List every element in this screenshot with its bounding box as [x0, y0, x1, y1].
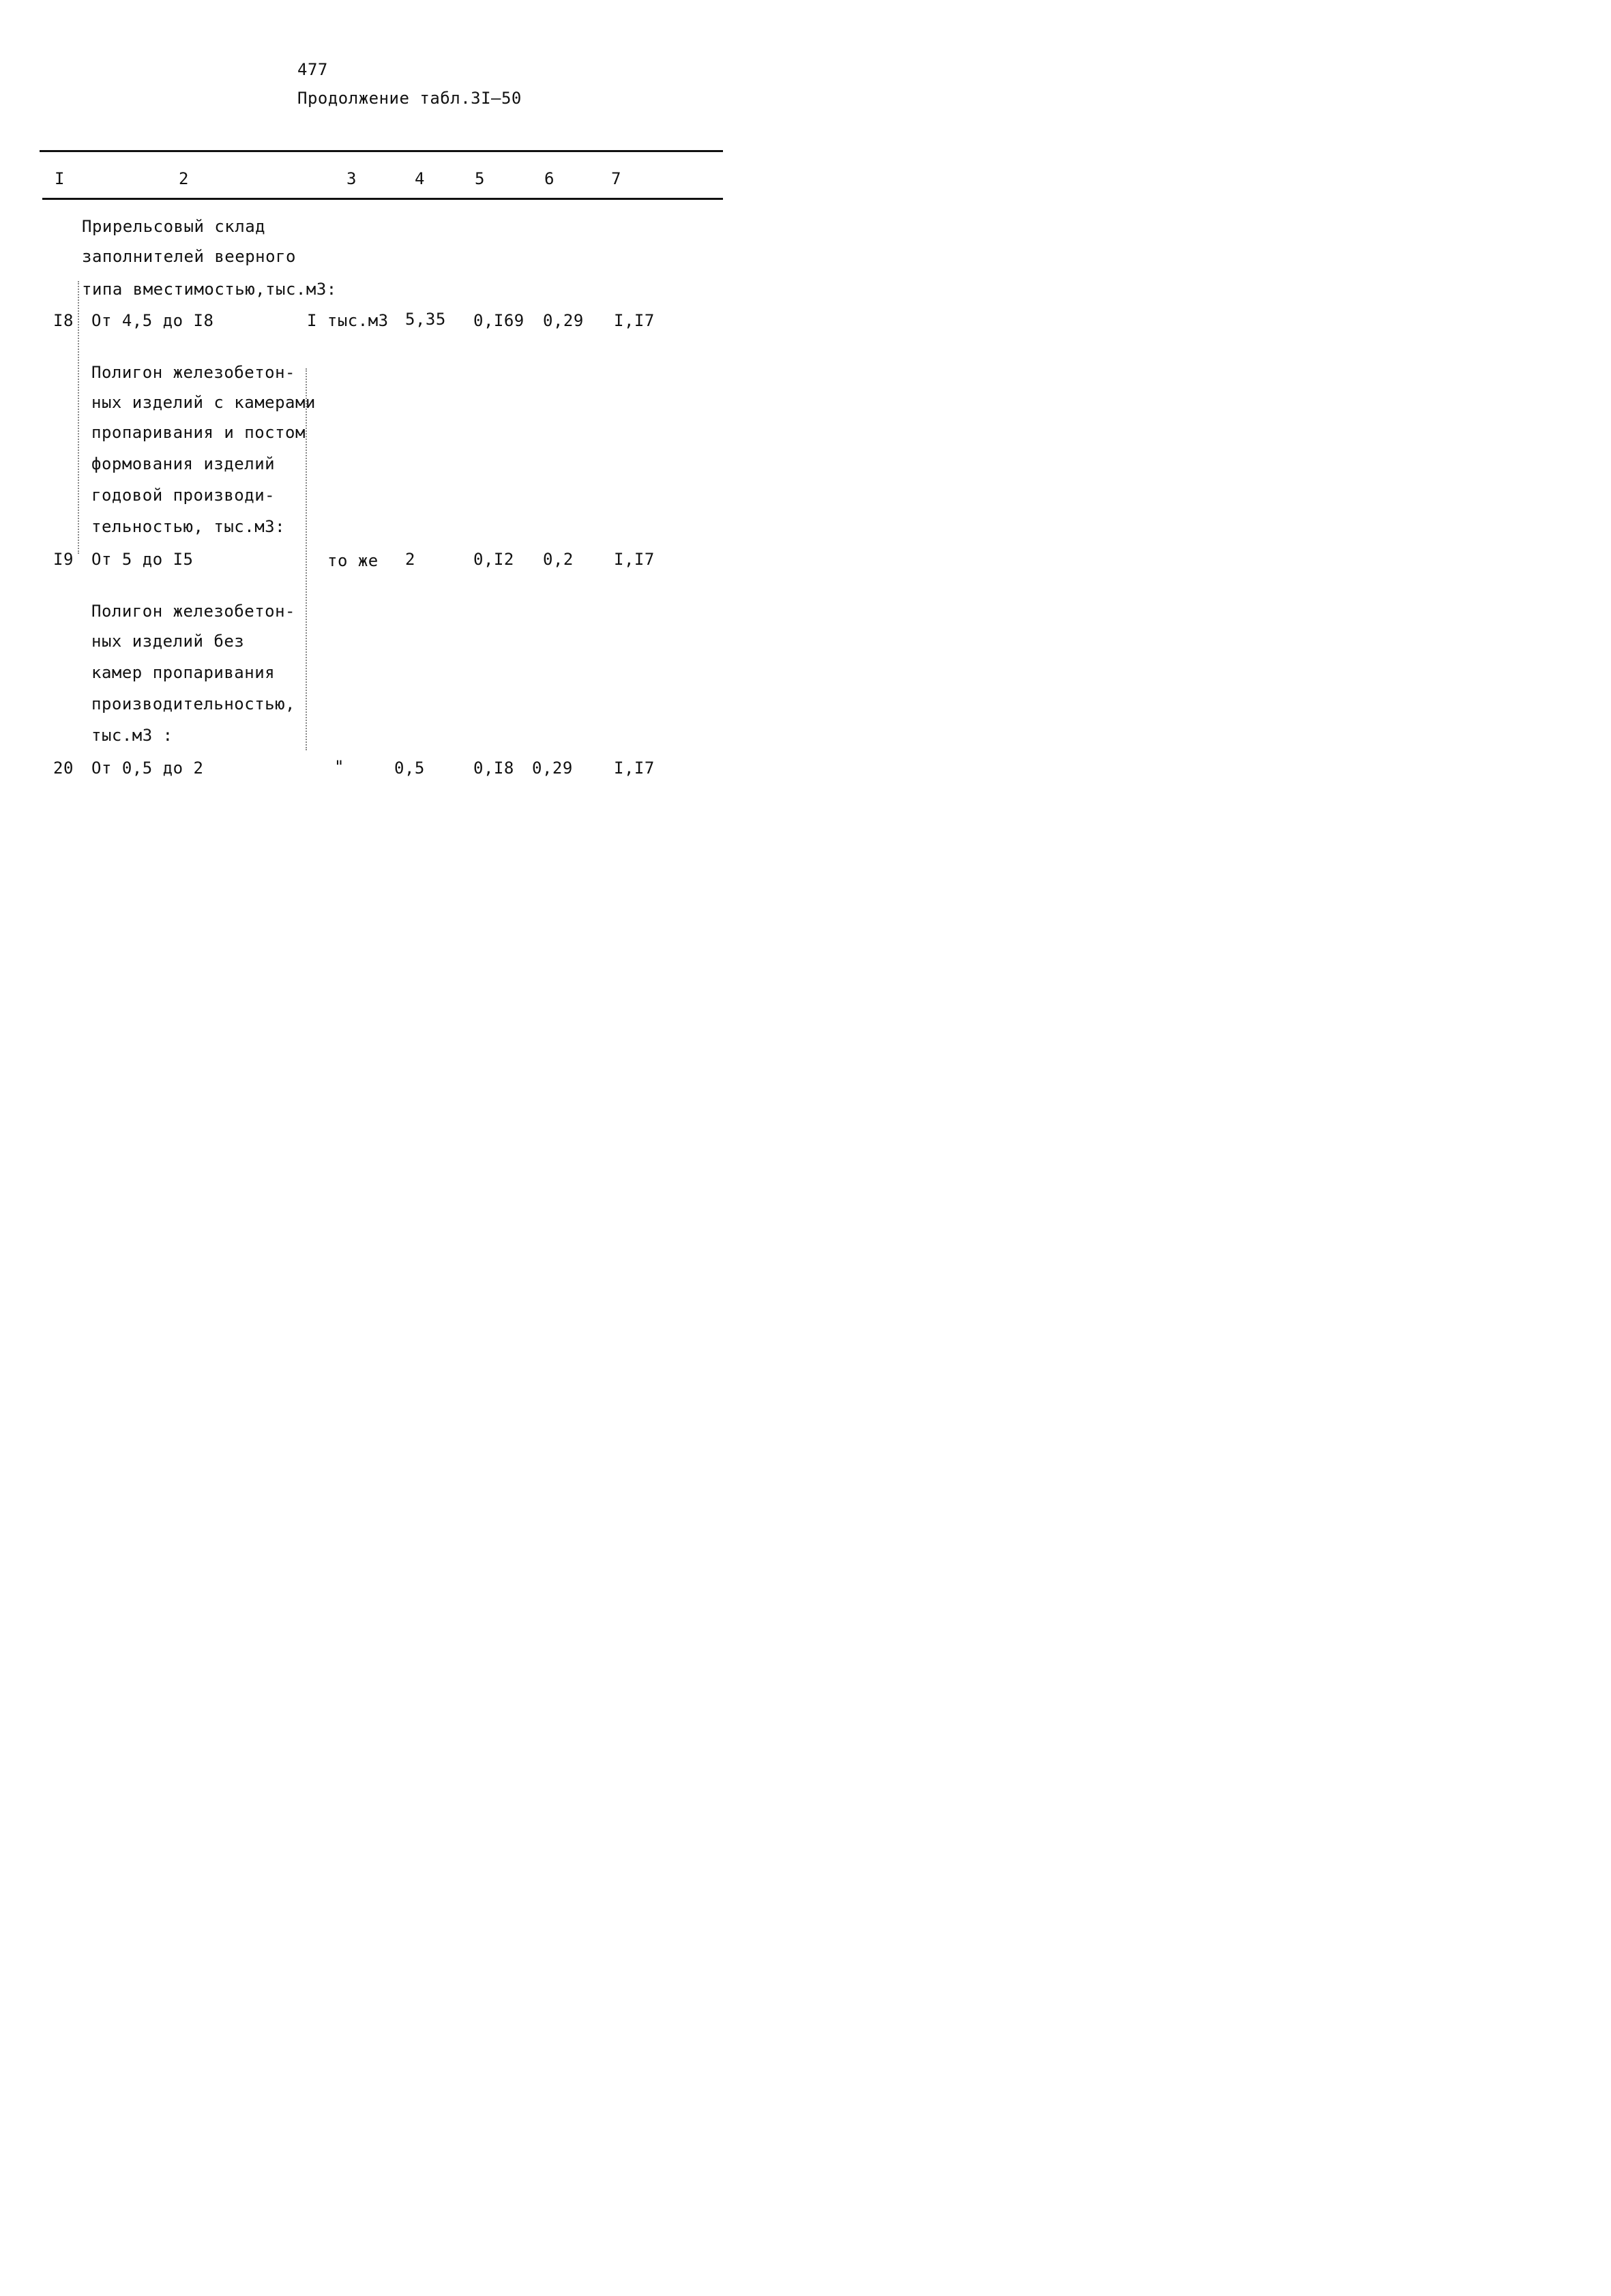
row-number: 20	[53, 759, 74, 778]
row-col4: 5,35	[405, 310, 446, 329]
table-header-rule	[42, 198, 723, 200]
row-col4: 0,5	[394, 759, 425, 778]
section-heading-line: ных изделий без	[91, 632, 245, 651]
continuation-title: Продолжение табл.3I–50	[297, 89, 522, 108]
column-header-3: 3	[346, 169, 357, 188]
row-col5: 0,I69	[473, 311, 524, 330]
section-heading-line: Прирельсовый склад	[82, 217, 266, 236]
row-col6: 0,29	[543, 311, 584, 330]
column-header-6: 6	[544, 169, 555, 188]
row-unit: I тыс.м3	[307, 311, 389, 330]
section-heading-line: камер пропаривания	[91, 663, 276, 682]
row-col4: 2	[405, 550, 415, 569]
column-guide-right	[306, 368, 307, 750]
section-heading-line: пропаривания и постом	[91, 423, 306, 442]
row-col6: 0,29	[532, 759, 573, 778]
row-name: От 5 до I5	[91, 550, 194, 569]
section-heading-line: ных изделий с камерами	[91, 393, 316, 412]
column-header-7: 7	[611, 169, 621, 188]
row-name: От 0,5 до 2	[91, 759, 204, 778]
column-header-5: 5	[475, 169, 485, 188]
row-col6: 0,2	[543, 550, 574, 569]
section-heading-line: производительностью,	[91, 694, 295, 713]
section-heading-line: типа вместимостью,тыс.м3:	[82, 280, 337, 299]
row-col5: 0,I8	[473, 759, 514, 778]
row-name: От 4,5 до I8	[91, 311, 214, 330]
section-heading-line: Полигон железобетон-	[91, 602, 295, 621]
row-number: I9	[53, 550, 74, 569]
row-unit: "	[334, 757, 344, 776]
row-col7: I,I7	[614, 759, 655, 778]
column-guide-left	[78, 281, 79, 554]
section-heading-line: тыс.м3 :	[91, 726, 173, 745]
column-header-1: I	[55, 169, 65, 188]
row-col7: I,I7	[614, 311, 655, 330]
row-unit: то же	[327, 551, 379, 570]
section-heading-line: годовой производи-	[91, 486, 276, 505]
table-top-rule	[40, 150, 723, 152]
section-heading-line: формования изделий	[91, 454, 276, 473]
row-number: I8	[53, 311, 74, 330]
row-col5: 0,I2	[473, 550, 514, 569]
section-heading-line: Полигон железобетон-	[91, 363, 295, 382]
column-header-2: 2	[179, 169, 189, 188]
row-col7: I,I7	[614, 550, 655, 569]
column-header-4: 4	[415, 169, 425, 188]
section-heading-line: тельностью, тыс.м3:	[91, 517, 286, 536]
section-heading-line: заполнителей веерного	[82, 247, 296, 266]
page-number: 477	[297, 60, 328, 79]
